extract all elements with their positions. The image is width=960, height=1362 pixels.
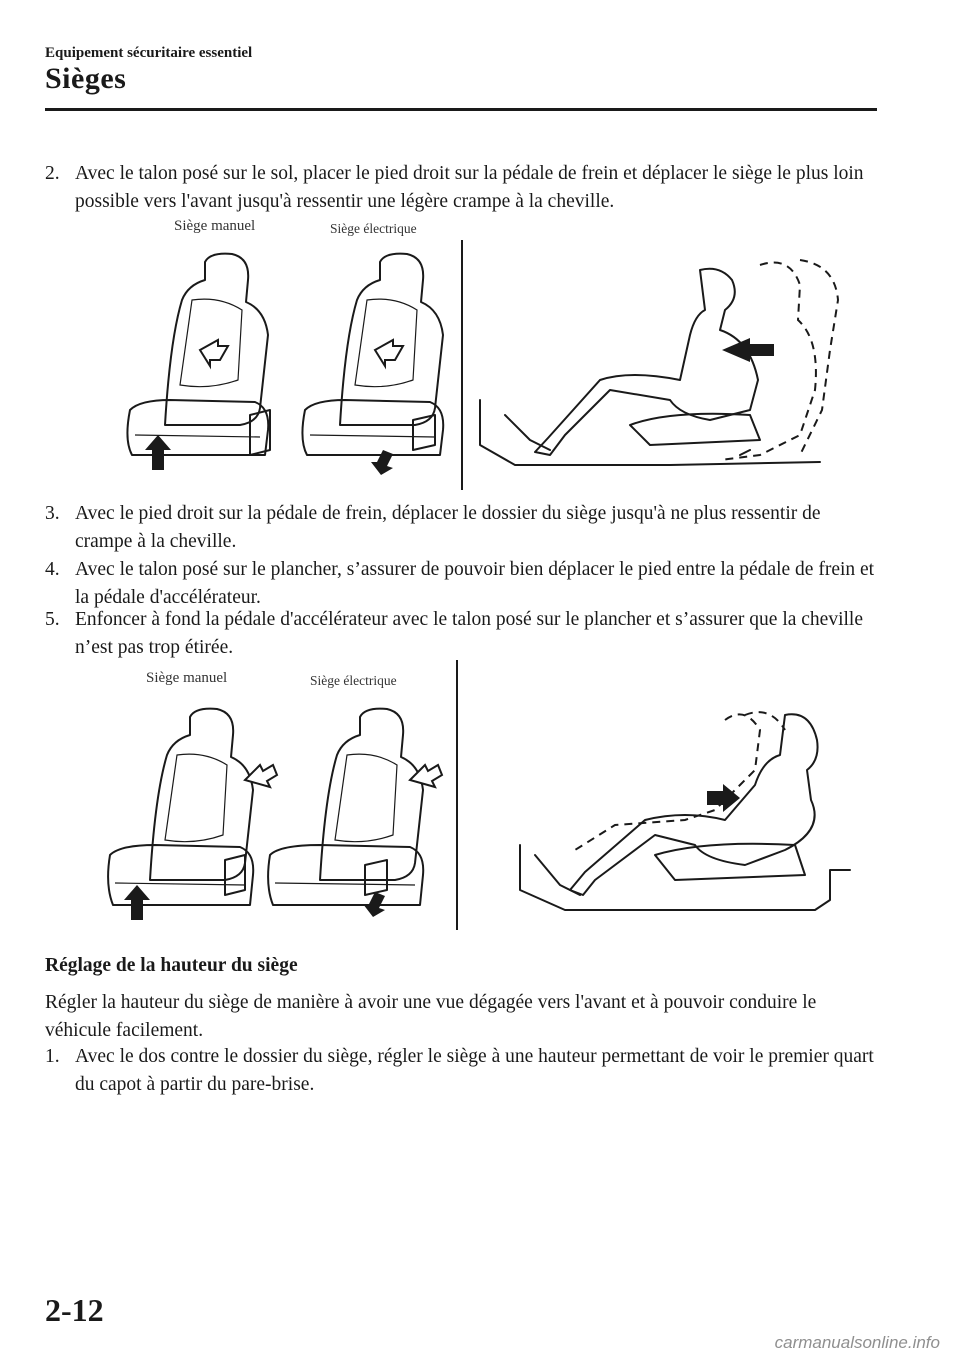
figure2-caption-manual: Siège manuel: [146, 670, 228, 686]
step-number: 3.: [45, 503, 60, 524]
step-item: [45, 1043, 875, 1099]
driver-posture-drawing: [480, 260, 838, 465]
page-number: 2-12: [45, 1292, 104, 1328]
figure1-caption-manual: Siège manuel: [174, 218, 256, 234]
step-item: [45, 606, 875, 662]
step-text: Avec le dos contre le dossier du siège, régler le siège à une hauteur permettant de voir le premier quart du capot à partir du pare-brise.: [75, 1046, 874, 1095]
watermark: carmanualsonline.info: [774, 1333, 940, 1352]
header-rule: [45, 108, 877, 111]
driver-posture-drawing: [520, 712, 850, 910]
figure1-caption-electric: Siège électrique: [330, 221, 417, 236]
step-number: 5.: [45, 609, 60, 630]
step-text: Avec le talon posé sur le plancher, s’assurer de pouvoir bien déplacer le pied entre la pédale de frein et la pédale d'accélérateur.: [75, 559, 875, 608]
figure1-illustration: [110, 240, 840, 490]
figure2-illustration: [95, 660, 855, 935]
page-title: Sièges: [45, 62, 127, 95]
step-text: Avec le talon posé sur le sol, placer le pied droit sur la pédale de frein et déplacer le siège le plus loin possible vers l'avant jusqu'à ressentir une légère crampe à la cheville.: [75, 163, 864, 212]
electric-seat-drawing: [302, 254, 443, 475]
figure2-caption-electric: Siège électrique: [310, 673, 397, 688]
step-number: 2.: [45, 163, 60, 184]
step-text: Enfoncer à fond la pédale d'accélérateur avec le talon posé sur le plancher et s’assurer que la cheville n’est pas trop étirée.: [75, 609, 863, 658]
step-item: [45, 160, 875, 216]
step-number: 4.: [45, 559, 60, 580]
electric-seat-drawing: [268, 709, 442, 917]
step-item: [45, 500, 875, 556]
section-label: Equipement sécuritaire essentiel: [45, 45, 253, 61]
step-item: [45, 556, 875, 612]
subsection-paragraph: Régler la hauteur du siège de manière à avoir une vue dégagée vers l'avant et à pouvoir conduire le véhicule facilement.: [45, 992, 817, 1041]
manual-seat-drawing: [127, 254, 270, 470]
manual-seat-drawing: [108, 709, 277, 920]
step-number: 1.: [45, 1046, 60, 1067]
step-text: Avec le pied droit sur la pédale de frein, déplacer le dossier du siège jusqu'à ne plus ressentir de crampe à la cheville.: [75, 503, 821, 552]
subsection-heading: Réglage de la hauteur du siège: [45, 955, 298, 976]
